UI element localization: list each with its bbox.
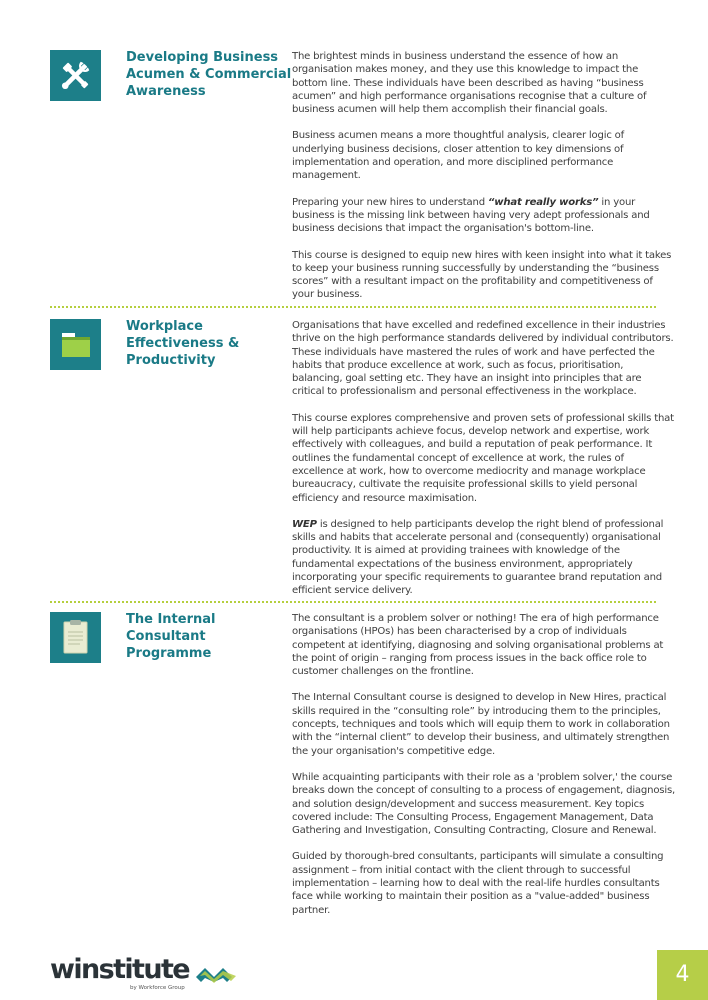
clipboard-icon bbox=[50, 612, 101, 663]
logo-subtext: by Workforce Group bbox=[130, 985, 185, 991]
paragraph: This course explores comprehensive and proven sets of professional skills that will help participants achieve focus, develop network and expertise, work effectively with colleagues, and build a reputation of peak performance. It outlines the fundamental concept of excellence at work, the rules of excellence at work, how to overcome mediocrity and manage workplace bureaucracy, cultivate the requisite professional skills to yield personal efficiency and resource maximisation. bbox=[292, 412, 674, 504]
folder-icon bbox=[50, 319, 101, 370]
paragraph: This course is designed to equip new hires with keen insight into what it takes to keep your business running successfully by understanding the “business scores” with a resultant impact on the profitability and competitiveness of your business. bbox=[292, 249, 672, 301]
section-title: Workplace Effectiveness & Productivity bbox=[126, 319, 240, 368]
page-number-box bbox=[657, 950, 708, 1000]
page-number: 4 bbox=[675, 962, 690, 987]
paragraph bbox=[292, 518, 676, 598]
winstitute-logo bbox=[50, 955, 240, 995]
paragraph: Business acumen means a more thoughtful analysis, clearer logic of underlying business decisions, closer attention to key dimensions of implementation and operation, and more disciplined performance management. bbox=[292, 130, 625, 182]
paragraph: Organisations that have excelled and redefined excellence in their industries thrive on the high performance standards delivered by individual contributors. These individuals have mastered the rules of work and have perfected the habits that produce excellence at work, such as focus, prioritisation, balancing, goal setting etc. They have an insight into principles that are critical to professionalism and personal effectiveness in the workplace. bbox=[292, 320, 674, 398]
section-body bbox=[292, 50, 676, 315]
section-title: The Internal Consultant Programme bbox=[126, 612, 216, 661]
paragraph-text: is designed to help participants develop the right blend of professional skills and habits that accelerate personal and (consequently) organisational productivity. It is aimed at providing trainees with knowledge of the fundamental expectations of the business environment, appropriately incorporating your specific requirements to guarantee brand reputation and efficient service delivery. bbox=[292, 518, 664, 597]
emphasis-text: “what really works” bbox=[487, 196, 599, 208]
paragraph-text: in your business is the missing link between having very adept professionals and business decisions that impact the organisation's bottom-line. bbox=[292, 196, 650, 235]
paragraph: The brightest minds in business understand the essence of how an organisation makes money, and they use this knowledge to impact the bottom line. These individuals have been described as having “business acumen” and high performance organisations recognise that a culture of business acumen will help them accomplish their financial goals. bbox=[292, 51, 647, 116]
emphasis-text: WEP bbox=[292, 518, 317, 530]
paragraph: While acquainting participants with their role as a 'problem solver,' the course breaks down the concept of consulting to a process of engagement, diagnosis, and solution design/development and success measurement. Key topics covered include: The Consulting Process, Engagement Management, Data Gathering and Investigation, Consulting Contracting, Closure and Renewal. bbox=[292, 771, 676, 837]
section-body bbox=[292, 612, 676, 930]
paragraph bbox=[292, 196, 676, 236]
section-title: Developing Business Acumen & Commercial Awareness bbox=[126, 50, 292, 99]
section-body bbox=[292, 319, 676, 611]
logo-wordmark: winstitute bbox=[50, 954, 189, 985]
logo-wave-icon bbox=[194, 962, 238, 984]
paragraph: Guided by thorough-bred consultants, participants will simulate a consulting assignment – from initial contact with the client through to successful implementation – learning how to deal with the real-life hurdles consultants face while working to maintain their position as a "value-added" business partner. bbox=[292, 851, 664, 916]
paragraph-text: Preparing your new hires to understand bbox=[292, 196, 488, 208]
paragraph: The consultant is a problem solver or nothing! The era of high performance organisations (HPOs) has been characterised by a crop of individuals competent at identifying, diagnosing and solving organisational problems at the point of origin – ranging from process issues in the back office role to customer challenges on the frontline. bbox=[292, 613, 664, 678]
section-divider bbox=[50, 306, 656, 308]
tools-icon bbox=[50, 50, 101, 101]
section-divider bbox=[50, 601, 656, 603]
paragraph: The Internal Consultant course is designed to develop in New Hires, practical skills required in the “consulting role” by introducing them to the principles, concepts, techniques and tools which will equip them to work in collaboration with the “internal client” to develop their business, and ultimately strengthen the your organisation's competitive edge. bbox=[292, 692, 670, 757]
